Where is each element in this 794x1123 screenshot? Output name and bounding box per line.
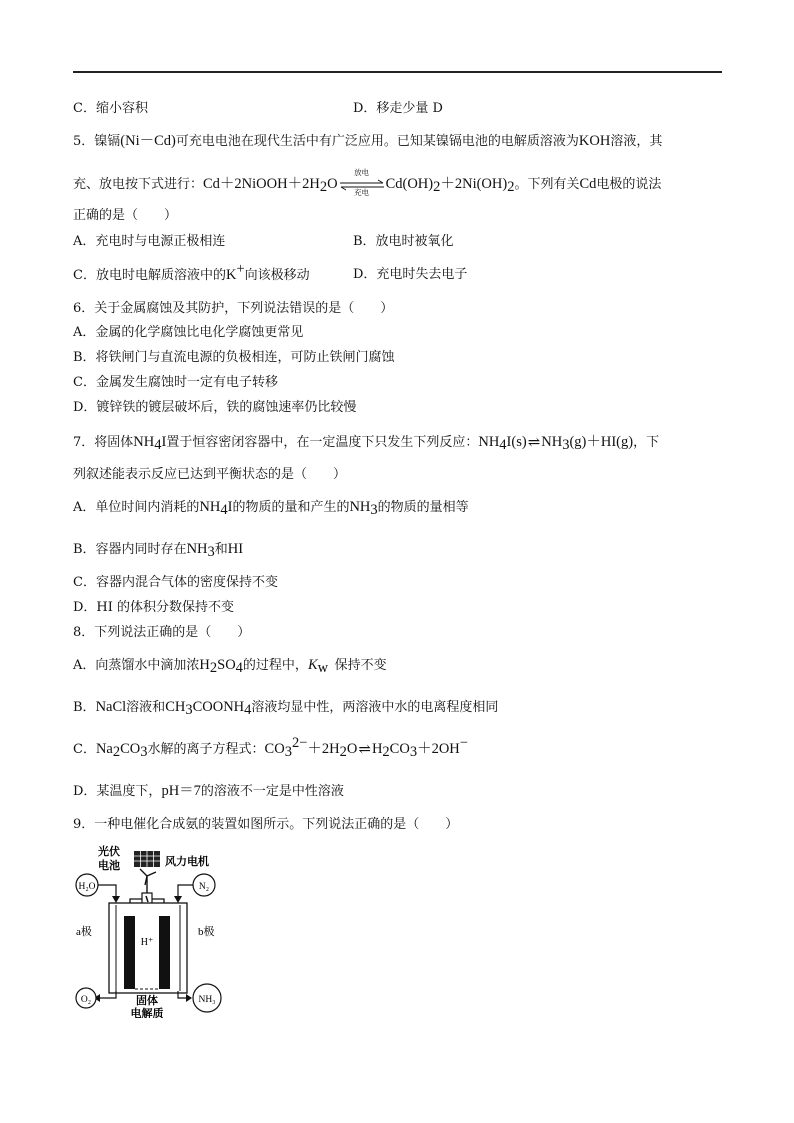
q8-option-d[interactable]: D．某温度下，pH＝7的溶液不一定是中性溶液 bbox=[73, 783, 344, 799]
q5-option-a[interactable]: A．充电时与电源正极相连 bbox=[73, 234, 226, 249]
ammonia-synthesis-diagram bbox=[74, 843, 224, 1018]
q4-option-d[interactable]: D．移走少量 D bbox=[353, 101, 443, 116]
pv-label-2: 电池 bbox=[98, 860, 120, 872]
solar-panel-icon bbox=[134, 851, 160, 867]
header-rule bbox=[73, 71, 722, 73]
n2-label: N₂ bbox=[198, 882, 210, 892]
q6-option-c[interactable]: C．金属发生腐蚀时一定有电子转移 bbox=[73, 375, 278, 390]
q8-option-a[interactable]: A．向蒸馏水中滴加浓$H_2SO_4$的过程中，$K_w$ 保持不变 bbox=[73, 657, 387, 676]
equilibrium-arrow: ⇌ bbox=[527, 433, 541, 451]
q7-option-b[interactable]: B．容器内同时存在$NH_3$和HI bbox=[73, 541, 244, 560]
q5-stem-line3: 正确的是（ ） bbox=[73, 208, 178, 223]
q7-option-d[interactable]: D．HI 的体积分数保持不变 bbox=[73, 600, 235, 615]
q7-stem-line1: 7．将固体$NH_4I$置于恒容密闭容器中，在一定温度下只发生下列反应：$NH_4I(s)\rightleftharpoons NH_3(g)+HI(g)$，下 bbox=[73, 433, 660, 453]
o2-label: O₂ bbox=[80, 995, 92, 1005]
q6-stem: 6．关于金属腐蚀及其防护，下列说法错误的是（ ） bbox=[73, 301, 394, 316]
q8-option-b[interactable]: B．NaCl溶液和$CH_3COONH_4$溶液均显中性，两溶液中水的电离程度相同 bbox=[73, 699, 499, 718]
b-pole-label: b极 bbox=[198, 926, 215, 938]
pv-label-1: 光伏 bbox=[98, 846, 120, 858]
q5-option-d[interactable]: D．充电时失去电子 bbox=[353, 267, 468, 282]
q8-stem: 8．下列说法正确的是（ ） bbox=[73, 625, 251, 640]
q5-stem-line1: 5．镍镉(Ni－Cd)可充电电池在现代生活中有广泛应用。已知某镍镉电池的电解质溶液为KOH溶液，其 bbox=[73, 133, 663, 149]
h2o-label: H₂O bbox=[78, 882, 96, 892]
q5-option-b[interactable]: B．放电时被氧化 bbox=[353, 234, 454, 249]
q5-stem-line2: 充、放电按下式进行：$Cd+2NiOOH+2H_2O$ 放电 充电 $Cd(OH)_2+2Ni(OH)_2$。下列有关Cd电极的说法 bbox=[73, 167, 662, 197]
a-pole-label: a极 bbox=[76, 926, 92, 938]
q9-stem: 9．一种电催化合成氨的装置如图所示。下列说法正确的是（ ） bbox=[73, 817, 459, 832]
q5-option-c[interactable]: C．放电时电解质溶液中的K+向该极移动 bbox=[73, 261, 310, 283]
q7-stem-line2: 列叙述能表示反应已达到平衡状态的是（ ） bbox=[73, 467, 347, 482]
q6-option-b[interactable]: B．将铁闸门与直流电源的负极相连，可防止铁闸门腐蚀 bbox=[73, 350, 395, 365]
q6-option-a[interactable]: A．金属的化学腐蚀比电化学腐蚀更常见 bbox=[73, 325, 304, 340]
q7-option-c[interactable]: C．容器内混合气体的密度保持不变 bbox=[73, 575, 278, 590]
reversible-arrow: 放电 充电 bbox=[339, 178, 385, 192]
q7-option-a[interactable]: A．单位时间内消耗的$NH_4I$的物质的量和产生的$NH_3$的物质的量相等 bbox=[73, 499, 469, 518]
solid-label-1: 固体 bbox=[136, 995, 158, 1007]
hplus-label: H⁺ bbox=[140, 937, 154, 948]
q8-option-c[interactable]: C．$Na_2CO_3$水解的离子方程式：$CO_3^{2-}+2H_2O\rightleftharpoons H_2CO_3+2OH^-$ bbox=[73, 735, 468, 760]
q4-option-c[interactable]: C．缩小容积 bbox=[73, 101, 148, 116]
wind-label: 风力电机 bbox=[165, 856, 209, 868]
q6-option-d[interactable]: D．镀锌铁的镀层破坏后，铁的腐蚀速率仍比较慢 bbox=[73, 400, 357, 415]
nh3-label: NH₃ bbox=[198, 995, 216, 1005]
solid-label-2: 电解质 bbox=[130, 1008, 164, 1018]
